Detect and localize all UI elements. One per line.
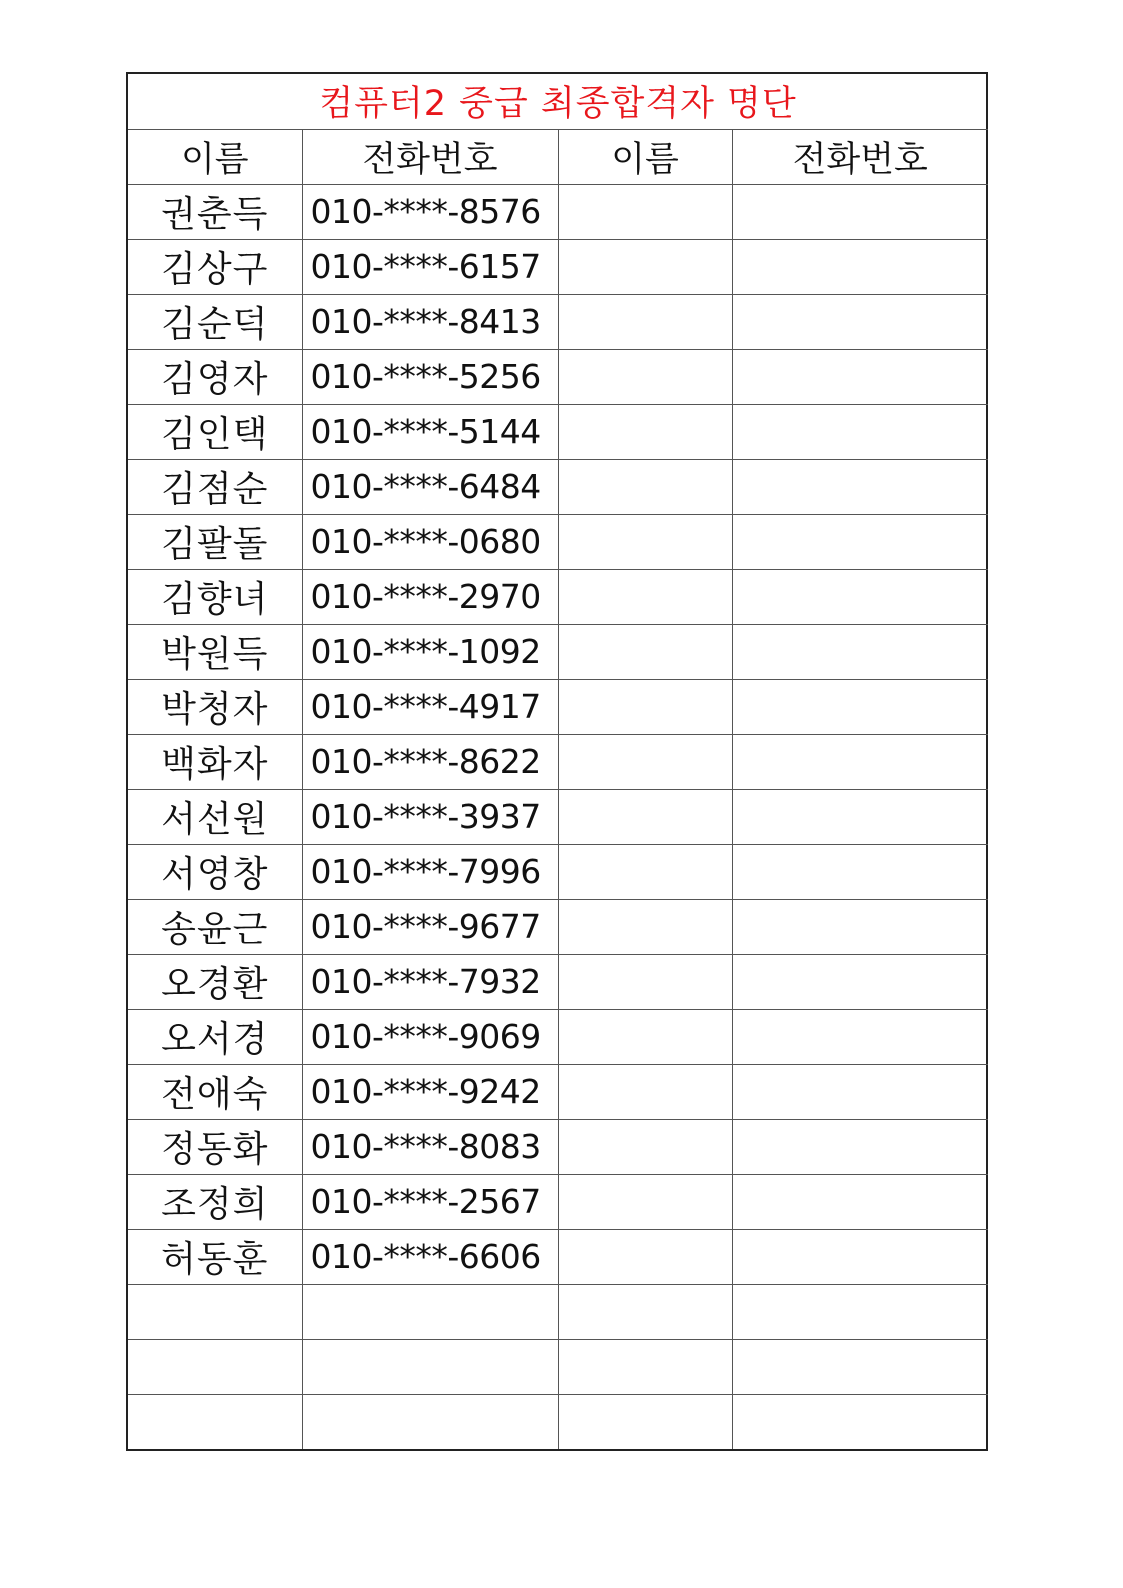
table-row: [128, 459, 988, 514]
name-cell-right: [558, 1229, 732, 1284]
name-cell-right: [558, 514, 732, 569]
phone-cell-right: [732, 1009, 988, 1064]
empty-cell: [128, 1339, 302, 1394]
empty-row: [128, 1284, 988, 1339]
name-cell: 김점순: [128, 459, 302, 514]
empty-cell: [128, 1394, 302, 1449]
table-row: [128, 844, 988, 899]
page-title: 컴퓨터2 중급 최종합격자 명단: [128, 74, 988, 129]
header-row: [128, 129, 988, 184]
table-row: [128, 1119, 988, 1174]
phone-cell-right: [732, 294, 988, 349]
phone-cell-right: [732, 1174, 988, 1229]
name-cell-right: [558, 624, 732, 679]
table-row: [128, 1229, 988, 1284]
phone-cell-right: [732, 459, 988, 514]
name-cell: 조정희: [128, 1174, 302, 1229]
phone-cell: 010-****-9069: [302, 1009, 558, 1064]
name-cell-right: [558, 239, 732, 294]
phone-cell-right: [732, 569, 988, 624]
table-row: [128, 349, 988, 404]
empty-cell: [732, 1284, 988, 1339]
table-row: [128, 184, 988, 239]
name-cell-right: [558, 1174, 732, 1229]
phone-cell: 010-****-4917: [302, 679, 558, 734]
phone-cell: 010-****-5256: [302, 349, 558, 404]
phone-cell-right: [732, 514, 988, 569]
name-cell: 김상구: [128, 239, 302, 294]
empty-cell: [128, 1284, 302, 1339]
phone-cell: 010-****-8622: [302, 734, 558, 789]
title-row: [128, 74, 988, 129]
table-row: [128, 239, 988, 294]
name-cell: 박청자: [128, 679, 302, 734]
name-cell: 오서경: [128, 1009, 302, 1064]
phone-cell-right: [732, 624, 988, 679]
phone-cell-right: [732, 404, 988, 459]
name-cell-right: [558, 184, 732, 239]
phone-cell: 010-****-2567: [302, 1174, 558, 1229]
table-row: [128, 404, 988, 459]
name-cell: 서선원: [128, 789, 302, 844]
name-cell: 서영창: [128, 844, 302, 899]
table-row: [128, 1174, 988, 1229]
roster-body: [128, 184, 988, 1449]
phone-cell: 010-****-5144: [302, 404, 558, 459]
name-cell: 김영자: [128, 349, 302, 404]
name-cell-right: [558, 404, 732, 459]
name-cell-right: [558, 294, 732, 349]
phone-cell: 010-****-7932: [302, 954, 558, 1009]
name-cell: 박원득: [128, 624, 302, 679]
phone-cell: 010-****-8083: [302, 1119, 558, 1174]
name-cell-right: [558, 954, 732, 1009]
name-cell: 정동화: [128, 1119, 302, 1174]
name-cell-right: [558, 844, 732, 899]
column-header-name-left: 이름: [128, 129, 302, 184]
phone-cell-right: [732, 789, 988, 844]
phone-cell: 010-****-3937: [302, 789, 558, 844]
phone-cell-right: [732, 844, 988, 899]
phone-cell-right: [732, 239, 988, 294]
table-row: [128, 569, 988, 624]
phone-cell-right: [732, 184, 988, 239]
phone-cell: 010-****-8576: [302, 184, 558, 239]
name-cell-right: [558, 1064, 732, 1119]
table-row: [128, 679, 988, 734]
empty-row: [128, 1394, 988, 1449]
phone-cell-right: [732, 954, 988, 1009]
empty-row: [128, 1339, 988, 1394]
phone-cell-right: [732, 1119, 988, 1174]
phone-cell: 010-****-6484: [302, 459, 558, 514]
name-cell-right: [558, 679, 732, 734]
phone-cell: 010-****-0680: [302, 514, 558, 569]
empty-cell: [558, 1284, 732, 1339]
name-cell: 김인택: [128, 404, 302, 459]
phone-cell: 010-****-8413: [302, 294, 558, 349]
empty-cell: [558, 1394, 732, 1449]
name-cell: 김팔돌: [128, 514, 302, 569]
phone-cell: 010-****-7996: [302, 844, 558, 899]
phone-cell: 010-****-1092: [302, 624, 558, 679]
phone-cell: 010-****-6606: [302, 1229, 558, 1284]
roster-sheet: [126, 72, 988, 1451]
empty-cell: [302, 1394, 558, 1449]
phone-cell-right: [732, 1229, 988, 1284]
empty-cell: [558, 1339, 732, 1394]
name-cell: 전애숙: [128, 1064, 302, 1119]
phone-cell: 010-****-9677: [302, 899, 558, 954]
name-cell: 백화자: [128, 734, 302, 789]
name-cell-right: [558, 1009, 732, 1064]
table-row: [128, 514, 988, 569]
empty-cell: [732, 1394, 988, 1449]
column-header-phone-left: 전화번호: [302, 129, 558, 184]
name-cell-right: [558, 569, 732, 624]
name-cell-right: [558, 789, 732, 844]
empty-cell: [732, 1339, 988, 1394]
name-cell: 김순덕: [128, 294, 302, 349]
name-cell-right: [558, 349, 732, 404]
phone-cell-right: [732, 1064, 988, 1119]
name-cell-right: [558, 1119, 732, 1174]
table-row: [128, 624, 988, 679]
table-row: [128, 789, 988, 844]
table-row: [128, 954, 988, 1009]
phone-cell: 010-****-9242: [302, 1064, 558, 1119]
roster-table: [128, 74, 988, 1449]
phone-cell: 010-****-2970: [302, 569, 558, 624]
column-header-name-right: 이름: [558, 129, 732, 184]
name-cell: 김향녀: [128, 569, 302, 624]
phone-cell-right: [732, 734, 988, 789]
empty-cell: [302, 1339, 558, 1394]
table-row: [128, 1064, 988, 1119]
table-row: [128, 1009, 988, 1064]
name-cell: 권춘득: [128, 184, 302, 239]
table-row: [128, 294, 988, 349]
column-header-phone-right: 전화번호: [732, 129, 988, 184]
name-cell: 오경환: [128, 954, 302, 1009]
name-cell-right: [558, 899, 732, 954]
phone-cell-right: [732, 349, 988, 404]
name-cell-right: [558, 459, 732, 514]
phone-cell-right: [732, 679, 988, 734]
table-row: [128, 734, 988, 789]
name-cell-right: [558, 734, 732, 789]
table-row: [128, 899, 988, 954]
name-cell: 허동훈: [128, 1229, 302, 1284]
empty-cell: [302, 1284, 558, 1339]
phone-cell: 010-****-6157: [302, 239, 558, 294]
name-cell: 송윤근: [128, 899, 302, 954]
phone-cell-right: [732, 899, 988, 954]
